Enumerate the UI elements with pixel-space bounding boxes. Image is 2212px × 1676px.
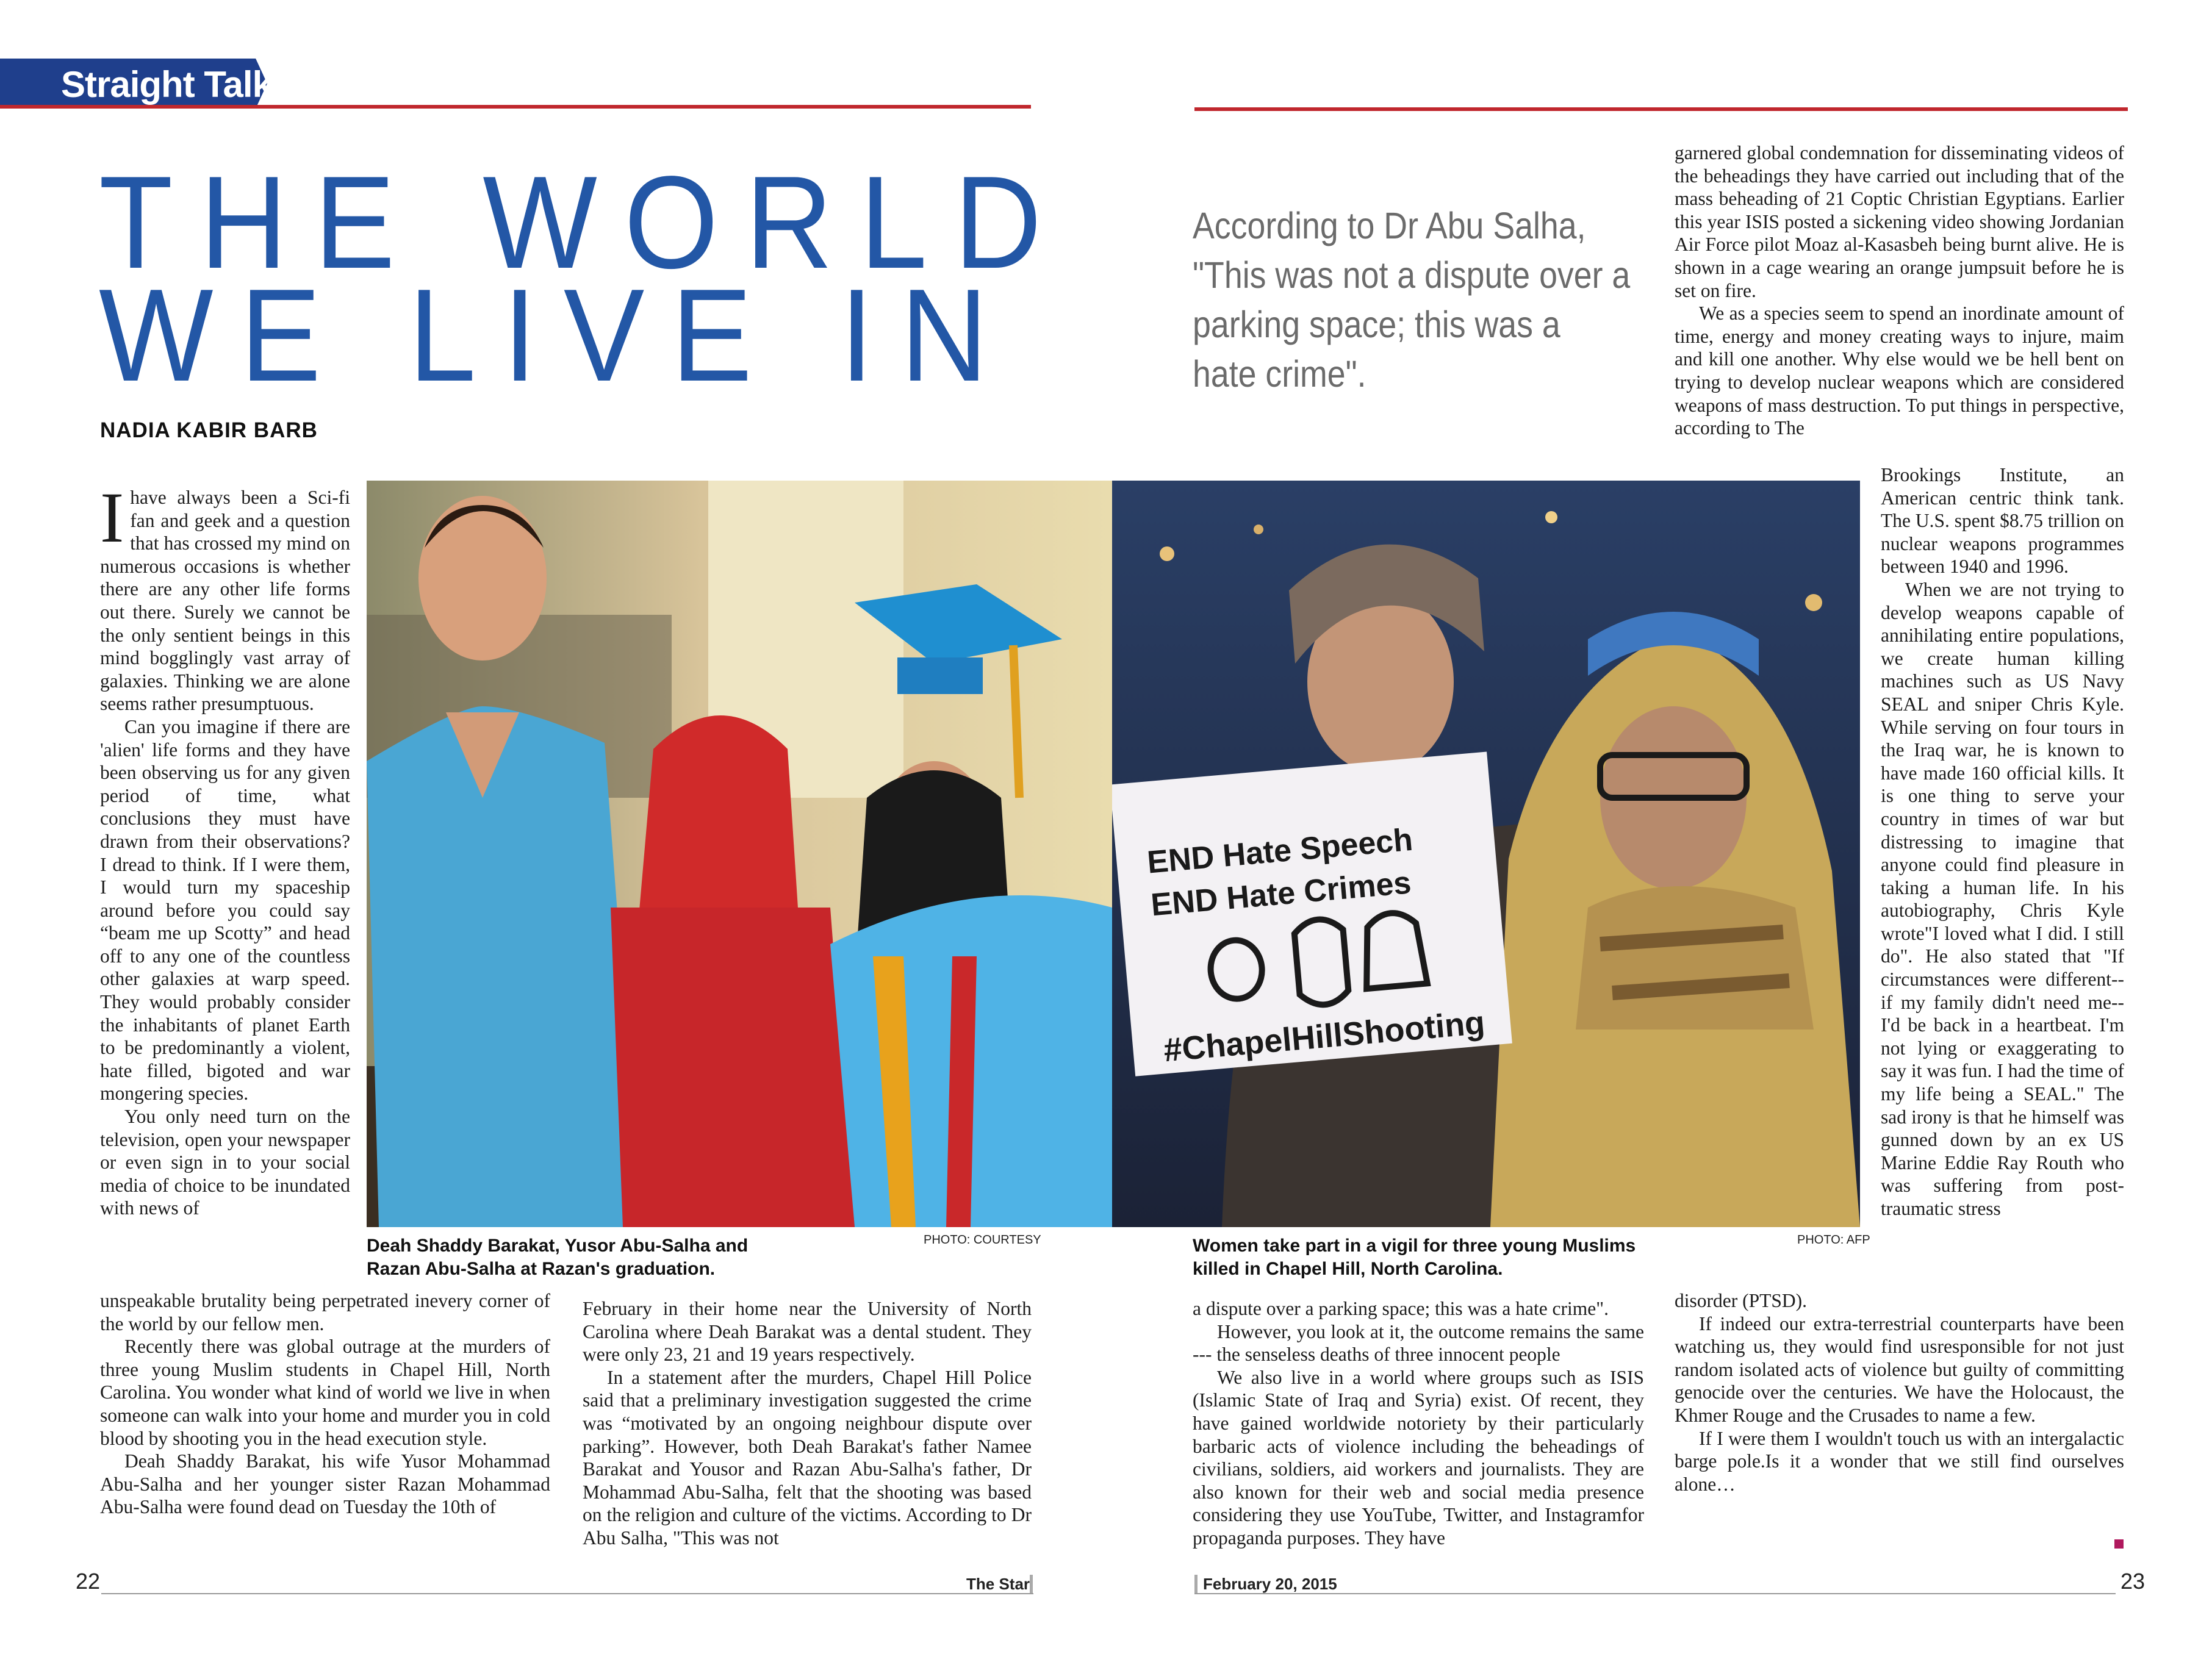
sign-line1: END Hate Speech [1146,822,1415,881]
page-number-right: 23 [2120,1569,2146,1594]
paragraph-1-text: have always been a Sci-fi fan and geek and a question that has crossed my mind on numerous occasions is whether there are any other life forms out there. Surely we cannot be the only sentient beings in this mind bogglingly vast array of galaxies. Thinking we are alone seems rather presumptuous. [100,487,350,715]
paragraph-8-cont: garnered global condemnation for disseminating videos of the beheadings they have carried out including that of the mass beheading of 21 Coptic Christian Egyptians. Earlier this year ISIS posted a sickening video showing Jordanian Air Force pilot Moaz al-Kasasbeh being burnt alive. He is shown in a cage wearing an orange jumpsuit before he is set on fire. [1675,142,2124,301]
top-rule-left [0,105,1031,109]
photo2-credit: PHOTO: AFP [1797,1233,1870,1247]
paragraph-11: If indeed our extra-terrestrial counterparts have been watching us, they would find usresponsible for not just random isolated acts of violence but guilty of committing genocide over the centuries. We have the Holocaust, the Khmer Rouge and the Crusades to name a few. [1675,1313,2124,1426]
photo2-caption: Women take part in a vigil for three young Muslims killed in Chapel Hill, North Carolina. [1193,1236,1636,1279]
paragraph-6-cont: a dispute over a parking space; this was a hate crime". [1193,1298,1609,1319]
footer-publication: The Star [966,1575,1030,1593]
column-1-top [100,478,350,1220]
headline [99,148,1069,409]
headline-line1: THE WORLD [99,148,1069,296]
headline-line2: WE LIVE IN [99,261,1015,409]
paragraph-12: If I were them I wouldn't touch us with an intergalactic barge pole.Is it a wonder that we still find ourselves alone… [1675,1427,2124,1495]
paragraph-1 [100,478,350,715]
footer-bar-right [1194,1575,1198,1593]
paragraph-8: We also live in a world where groups such as ISIS (Islamic State of Iraq and Syria) exist. Of recent, they have gained worldwide notoriety by their particularly barbaric acts of violence including the beheadings of civilians, soldiers, aid workers and journalists. They are also known for their web and social media presence considering they use YouTube, Twitter, and Instagramfor propaganda purposes. They have [1193,1366,1644,1549]
section-tag [0,59,293,109]
paragraph-9-cont: Brookings Institute, an American centric think tank. The U.S. spent $8.75 trillion on nuclear weapons programmes between 1940 and 1996. [1881,464,2124,578]
sign-line2: END Hate Crimes [1149,865,1413,923]
paragraph-10-cont: disorder (PTSD). [1675,1290,1807,1311]
pull-quote: According to Dr Abu Salha, "This was not a dispute over a parking space; this was a hate crime". [1193,205,1631,395]
drop-cap: I [100,478,124,557]
photo-vigil-illustration [1112,481,1860,1227]
sign-hashtag: #ChapelHillShooting [1162,1004,1487,1069]
top-rule-right [1194,107,2128,111]
column-4-narrow [1881,464,2124,1220]
paragraph-3-cont: unspeakable brutality being perpetrated inevery corner of the world by our fellow men. [100,1290,550,1334]
footer-rule-left [101,1593,1033,1594]
footer-date: February 20, 2015 [1203,1575,1337,1593]
column-2 [583,1297,1032,1550]
paragraph-5-cont: February in their home near the University of North Carolina where Deah Barakat was a dental student. They were only 23, 21 and 19 years respectively. [583,1298,1032,1366]
paragraph-5: Deah Shaddy Barakat, his wife Yusor Mohammad Abu-Salha and her younger sister Razan Mohammad Abu-Salha were found dead on Tuesday the 10th of [100,1450,550,1518]
photo1-credit: PHOTO: COURTESY [924,1233,1041,1247]
column-4-bottom [1675,1289,2124,1495]
photo-vigil [1112,481,1860,1227]
column-1-bottom [100,1289,550,1519]
column-3 [1193,1297,1644,1550]
photo-graduation-illustration [367,481,1112,1227]
section-tag-label: Straight Talk [61,64,272,105]
page-number-left: 22 [76,1569,101,1594]
end-mark [2114,1539,2124,1549]
paragraph-3: You only need turn on the television, open your newspaper or even sign in to your social media of choice to be inundated with news of [100,1106,350,1219]
photo-graduation [367,481,1112,1227]
paragraph-9: We as a species seem to spend an inordinate amount of time, energy and money creating ways to injure, maim and kill one another. Why else would we be hell bent on trying to develop nuclear weapons which are considered weapons of mass destruction. To put things in perspective, according to The [1675,303,2124,439]
paragraph-4: Recently there was global outrage at the murders of three young Muslim students in Chapel Hill, North Carolina. You wonder what kind of world we live in when someone can walk into your home and murder you in cold blood by shooting you in the head execution style. [100,1336,550,1449]
column-4-top [1675,141,2124,440]
byline: NADIA KABIR BARB [100,418,318,442]
footer-bar-left [1030,1575,1033,1593]
paragraph-6: In a statement after the murders, Chapel Hill Police said that a preliminary investigation suggested the crime was “motivated by an ongoing neighbour dispute over parking”. However, both Deah Barakat's father Namee Barakat and Yousor and Razan Abu-Salha's father, Dr Mohammad Abu-Salha, felt that the shooting was based on the religion and culture of the victims. According to Dr Abu Salha, "This was not [583,1366,1032,1549]
paragraph-10: When we are not trying to develop weapons capable of annihilating entire populations, we create human killing machines such as US Navy SEAL and sniper Chris Kyle. While serving on four tours in the Iraq war, he is known to have made 160 official kills. It is one thing to serve your country in times of war but distressing to imagine that anyone could find pleasure in taking a human life. In his autobiography, Chris Kyle wrote"I loved what I did. I still do". He also stated that "If circumstances were different--if my family didn't need me--I'd be back in a heartbeat. I'm not lying or exaggerating to say it was fun. I had the time of my life being a SEAL." The sad irony is that he himself was gunned down by an ex US Marine Eddie Ray Routh who was suffering from post-traumatic stress [1881,578,2124,1219]
paragraph-2: Can you imagine if there are 'alien' life forms and they have been observing us for any given period of time, what conclusions they must have drawn from their observations? I dread to think. If I were them, I would turn my spaceship around before you could say “beam me up Scotty” and head off to any one of the countless other galaxies at warp speed. They would probably consider the inhabitants of planet Earth to be predominantly a violent, hate filled, bigoted and war mongering species. [100,715,350,1105]
photo1-caption: Deah Shaddy Barakat, Yusor Abu-Salha and Razan Abu-Salha at Razan's graduation. [367,1236,749,1279]
paragraph-7: However, you look at it, the outcome remains the same --- the senseless deaths of three innocent people [1193,1320,1644,1366]
